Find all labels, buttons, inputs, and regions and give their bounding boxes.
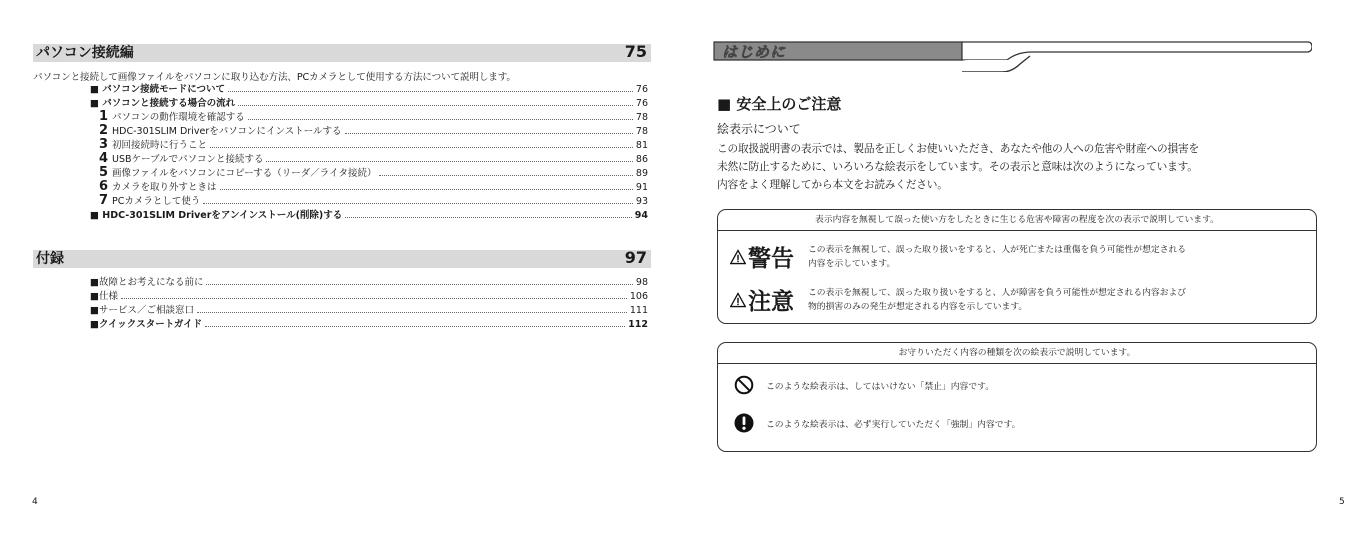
section-intro: パソコンと接続して画像ファイルをパソコンに取り込む方法、PCカメラとして使用する方法について説明します。: [33, 72, 516, 83]
section-page: 75: [624, 42, 647, 61]
toc-item[interactable]: 2 HDC-301SLIM Driverをパソコンにインストールする 78: [99, 123, 648, 138]
mandatory-text: このような絵表示は、必ず実行していただく「強制」内容です。: [766, 419, 1021, 430]
toc-item[interactable]: ■仕様 106: [90, 291, 648, 302]
toc-item[interactable]: ■故障とお考えになる前に 98: [90, 277, 648, 288]
step-number: 1: [99, 109, 109, 124]
section-header-pc-connection: [33, 44, 651, 62]
toc-item[interactable]: ■サービス／ご相談窓口 111: [90, 305, 648, 316]
section-heading: ■ 安全上のご注意: [717, 95, 842, 113]
box-caption: 表示内容を無視して誤った使い方をしたときに生じる危害や障害の程度を次の表示で説明しています。: [718, 210, 1316, 231]
step-number: 5: [99, 165, 109, 180]
chapter-title: はじめに: [722, 43, 787, 61]
toc-item[interactable]: 7 PCカメラとして使う 93: [99, 193, 648, 208]
warning-level-box: [717, 209, 1317, 324]
page-number: 5: [1339, 497, 1345, 507]
step-number: 6: [99, 179, 109, 194]
section-page: 97: [624, 248, 647, 267]
right-page: [682, 0, 1364, 537]
prohibition-row: [734, 375, 994, 395]
toc-item[interactable]: 3 初回接続時に行うこと 81: [99, 137, 648, 152]
sub-heading: 絵表示について: [717, 122, 801, 136]
toc-item[interactable]: ■ HDC-301SLIM Driverをアンインストール(削除)する 94: [90, 210, 648, 221]
prohibition-text: このような絵表示は、してはいけない「禁止」内容です。: [766, 381, 995, 392]
step-number: 3: [99, 137, 109, 152]
mandatory-row: [734, 413, 1020, 433]
toc-item[interactable]: 4 USBケーブルでパソコンと接続する 86: [99, 151, 648, 166]
intro-paragraph: この取扱説明書の表示では、製品を正しくお使いいただき、あなたや他の人への危害や財産への損害を 未然に防止するために、いろいろな絵表示をしています。その表示と意味は次のようになっています。 内容をよく理解してから本文をお読みください。: [717, 142, 1200, 191]
caution-label: 注意: [748, 289, 794, 315]
warning-row: [730, 240, 1186, 273]
toc-item[interactable]: 5 画像ファイルをパソコンにコピーする（リーダ／ライタ接続） 89: [99, 165, 648, 180]
toc-item[interactable]: 1 パソコンの動作環境を確認する 78: [99, 109, 648, 124]
prohibition-icon: [734, 375, 754, 395]
toc-item[interactable]: 6 カメラを取り外すときは 91: [99, 179, 648, 194]
caution-description: この表示を無視して、誤った取り扱いをすると、人が障害を負う可能性が想定される内容および 物的損害のみの発生が想定される内容を示しています。: [808, 287, 1187, 312]
caution-triangle-icon: [730, 290, 746, 310]
chapter-tab-graphic: [712, 38, 1312, 72]
section-title: 付録: [36, 251, 64, 267]
caution-row: [730, 283, 1186, 316]
toc-item[interactable]: ■クイックスタートガイド 112: [90, 319, 648, 330]
warning-triangle-icon: [730, 247, 746, 267]
step-number: 4: [99, 151, 109, 166]
section-header-appendix: [33, 250, 651, 268]
toc-item[interactable]: ■ パソコン接続モードについて 76: [90, 84, 648, 95]
warning-description: この表示を無視して、誤った取り扱いをすると、人が死亡または重傷を負う可能性が想定される 内容を示しています。: [808, 244, 1187, 269]
mandatory-icon: [734, 413, 754, 433]
toc-item[interactable]: ■ パソコンと接続する場合の流れ 76: [90, 98, 648, 109]
section-title: パソコン接続編: [36, 45, 134, 61]
page-number: 4: [32, 497, 38, 507]
symbol-types-box: [717, 342, 1317, 452]
warning-label: 警告: [748, 246, 794, 272]
step-number: 2: [99, 123, 109, 138]
step-number: 7: [99, 193, 109, 208]
box-caption: お守りいただく内容の種類を次の絵表示で説明しています。: [718, 343, 1316, 364]
